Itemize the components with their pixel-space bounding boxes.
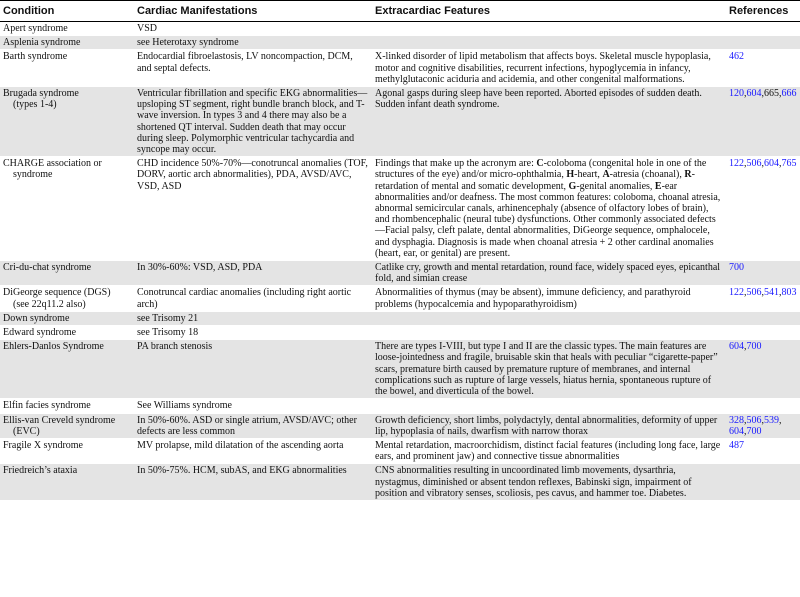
reference-link[interactable]: 700	[729, 262, 744, 274]
reference-link[interactable]: 604	[746, 88, 762, 100]
reference-separator: ,	[779, 158, 782, 170]
extracardiac-cell: Abnormalities of thymus (may be absent), immune deficiency, and parathyroid problems (hypocalcemia and hypoparathyroidism)	[372, 286, 726, 311]
condition-cell	[0, 464, 134, 501]
extracardiac-cell: Agonal gasps during sleep have been reported. Aborted episodes of sudden death. Sudden infant death syndrome.	[372, 87, 726, 157]
reference-separator: ,	[761, 287, 764, 299]
condition-text: Apert syndrome	[3, 23, 68, 34]
reference-link[interactable]: 506	[746, 158, 762, 170]
extracardiac-cell: Growth deficiency, short limbs, polydactyly, dental abnormalities, deformity of upper lip, hypoplasia of nails, dwarfism with narrow thorax	[372, 413, 726, 438]
table-row	[0, 87, 800, 157]
references-cell	[726, 326, 800, 340]
extracardiac-cell: CNS abnormalities resulting in uncoordinated limb movements, dysarthria, nystagmus, diminished or absent tendon reflexes, Babinski sign, impairment of position and vibratory senses, scoliosis, pes cavus, and hammer toe. Diabetes.	[372, 464, 726, 501]
reference-link[interactable]: 666	[781, 88, 797, 100]
cardiac-cell: In 30%-60%: VSD, ASD, PDA	[134, 261, 372, 286]
header-condition: Condition	[0, 1, 134, 22]
extracardiac-cell: Catlike cry, growth and mental retardation, round face, widely spaced eyes, epicanthal fold, and simian crease	[372, 261, 726, 286]
table-body	[0, 22, 800, 501]
table-row	[0, 464, 800, 501]
cardiac-cell: See Williams syndrome	[134, 399, 372, 413]
references-cell	[726, 340, 800, 399]
extracardiac-cell: Mental retardation, macroorchidism, distinct facial features (including long face, large ears, and prominent jaw) and connective tissue abnormalities	[372, 438, 726, 463]
header-row	[0, 1, 800, 22]
condition-cell	[0, 413, 134, 438]
table-row	[0, 22, 800, 36]
extracardiac-cell	[372, 326, 726, 340]
reference-separator: ,	[744, 88, 747, 100]
cardiac-cell: see Trisomy 18	[134, 326, 372, 340]
cardiac-cell: Conotruncal cardiac anomalies (including right aortic arch)	[134, 286, 372, 311]
cardiac-cell: In 50%-75%. HCM, subAS, and EKG abnormalities	[134, 464, 372, 501]
condition-cell	[0, 311, 134, 325]
condition-text: Fragile X syndrome	[3, 439, 83, 451]
extracardiac-cell	[372, 399, 726, 413]
condition-text: (types 1-4)	[13, 99, 57, 111]
reference-separator: ,	[779, 414, 782, 426]
references-cell	[726, 36, 800, 50]
reference-link[interactable]: 506	[746, 287, 762, 299]
cardiac-cell: Ventricular fibrillation and specific EKG abnormalities—upsloping ST segment, right bundle branch block, and T-wave inversion. In types 3 and 4 there may also be a shortened QT interval. Sudden death that may occur during sleep. Polymorphic ventricular tachycardia and syncope may occur.	[134, 87, 372, 157]
extracardiac-cell: There are types I-VIII, but type I and II are the classic types. The main features are loose-jointedness and fragile, bruisable skin that heals with peculiar “cigarette-paper” scars, premature birth caused by premature rupture of membranes, and internal complications such as rupture of large vessels, hiatus hernia, spontaneous rupture of the bowel, and diverticula of the bowel.	[372, 340, 726, 399]
references-cell	[726, 22, 800, 36]
condition-cell	[0, 340, 134, 399]
reference-link[interactable]: 604	[764, 158, 779, 170]
reference-link[interactable]: 122	[729, 158, 744, 170]
condition-cell	[0, 326, 134, 340]
header-extracardiac: Extracardiac Features	[372, 1, 726, 22]
reference-link[interactable]: 506	[746, 414, 762, 426]
references-cell	[726, 311, 800, 325]
extracardiac-cell: X-linked disorder of lipid metabolism that affects boys. Skeletal muscle hypoplasia, motor and cognitive disabilities, recurrent infections, hypoglycemia in infancy, methylglutaconic aciduria and acidemia, and other congenital malformations.	[372, 50, 726, 87]
table-row	[0, 311, 800, 325]
cardiac-cell: see Trisomy 21	[134, 311, 372, 325]
cardiac-cell: MV prolapse, mild dilatation of the ascending aorta	[134, 438, 372, 463]
reference-link[interactable]: 700	[746, 425, 762, 437]
cardiac-cell: see Heterotaxy syndrome	[134, 36, 372, 50]
table-row	[0, 438, 800, 463]
reference-separator: ,	[761, 414, 764, 426]
reference-separator: ,	[761, 158, 764, 170]
condition-text: Ellis-van Creveld syndrome	[3, 414, 116, 426]
reference-separator: ,	[744, 425, 747, 437]
reference-link[interactable]: 604	[729, 341, 744, 353]
condition-cell	[0, 36, 134, 50]
condition-text: Cri-du-chat syndrome	[3, 262, 92, 274]
extracardiac-cell: Findings that make up the acronym are: C-coloboma (congenital hole in one of the structures of the eye) and/or micro-ophthalmia, H-heart, A-atresia (choanal), R-retardation of mental and somatic development, G-genital anomalies, E-ear abnormalities and/or deafness. The most common features: coloboma, choanal atresia, abnormal semicircular canals, arhinencephaly (absence of olfactory lobes of brain), and rhombencephalic (neural tube) dysfunctions. Other commonly associated defects—Facial palsy, cleft palate, dental abnormalities, DiGeorge sequence, omphalocele, and dysphagia. Diagnosis is made when choanal atresia + 2 other cardinal anomalies (heart, ear, or genital) are present.	[372, 157, 726, 261]
references-cell	[726, 464, 800, 501]
condition-text: Down syndrome	[3, 312, 70, 324]
condition-cell	[0, 286, 134, 311]
table-row	[0, 413, 800, 438]
condition-text: (see 22q11.2 also)	[13, 298, 86, 310]
reference-link[interactable]: 122	[729, 287, 744, 299]
condition-text: Elfin facies syndrome	[3, 400, 91, 412]
reference-link[interactable]: 539	[764, 414, 779, 426]
references-cell	[726, 157, 800, 261]
condition-cell	[0, 157, 134, 261]
reference-link[interactable]: 120	[729, 88, 744, 100]
reference-separator: ,	[744, 341, 747, 353]
reference-link[interactable]: 604	[729, 425, 744, 437]
references-cell	[726, 50, 800, 87]
condition-text: Asplenia syndrome	[3, 37, 81, 49]
condition-text: (EVC)	[13, 425, 40, 437]
table-row	[0, 36, 800, 50]
condition-cell	[0, 50, 134, 87]
reference-link[interactable]: 765	[781, 158, 797, 170]
references-cell	[726, 87, 800, 157]
extracardiac-cell	[372, 22, 726, 36]
condition-text: Barth syndrome	[3, 51, 68, 63]
table-row	[0, 399, 800, 413]
references-cell	[726, 261, 800, 286]
condition-text: Ehlers-Danlos Syndrome	[3, 341, 104, 353]
reference-link[interactable]: 700	[746, 341, 762, 353]
table-row	[0, 157, 800, 261]
condition-text: Friedreich’s ataxia	[3, 465, 78, 477]
reference-link[interactable]: 803	[781, 287, 797, 299]
cardiac-cell: In 50%-60%. ASD or single atrium, AVSD/AVC; other defects are less common	[134, 413, 372, 438]
references-cell	[726, 399, 800, 413]
condition-cell	[0, 87, 134, 157]
references-cell	[726, 413, 800, 438]
references-cell	[726, 438, 800, 463]
condition-text: Edward syndrome	[3, 327, 77, 339]
reference-link[interactable]: 541	[764, 287, 779, 299]
table-row	[0, 261, 800, 286]
table-row	[0, 286, 800, 311]
table-row	[0, 50, 800, 87]
extracardiac-cell	[372, 36, 726, 50]
cardiac-cell: PA branch stenosis	[134, 340, 372, 399]
condition-cell	[0, 399, 134, 413]
reference-separator: ,	[744, 158, 747, 170]
reference-separator: ,	[744, 287, 747, 299]
cardiac-cell: CHD incidence 50%-70%—conotruncal anomalies (TOF, DORV, aortic arch abnormalities), PDA, AVSD/AVC, VSD, ASD	[134, 157, 372, 261]
cardiac-cell: VSD	[134, 22, 372, 36]
condition-cell	[0, 261, 134, 286]
reference-link[interactable]: 487	[729, 439, 744, 451]
header-references: References	[726, 1, 800, 22]
table-row	[0, 340, 800, 399]
condition-cell	[0, 438, 134, 463]
reference-separator: ,665,	[761, 88, 782, 100]
header-cardiac: Cardiac Manifestations	[134, 1, 372, 22]
reference-link[interactable]: 328	[729, 414, 744, 426]
reference-separator: ,	[744, 414, 747, 426]
extracardiac-cell	[372, 311, 726, 325]
cardiac-cell: Endocardial fibroelastosis, LV noncompaction, DCM, and septal defects.	[134, 50, 372, 87]
condition-text: syndrome	[13, 169, 53, 181]
condition-text: Brugada syndrome	[3, 88, 79, 100]
condition-text: CHARGE association or	[3, 158, 102, 170]
references-cell	[726, 286, 800, 311]
reference-separator: ,	[779, 287, 782, 299]
condition-cell	[0, 22, 134, 36]
condition-text: DiGeorge sequence (DGS)	[3, 287, 111, 299]
table-row	[0, 326, 800, 340]
reference-link[interactable]: 462	[729, 51, 744, 63]
